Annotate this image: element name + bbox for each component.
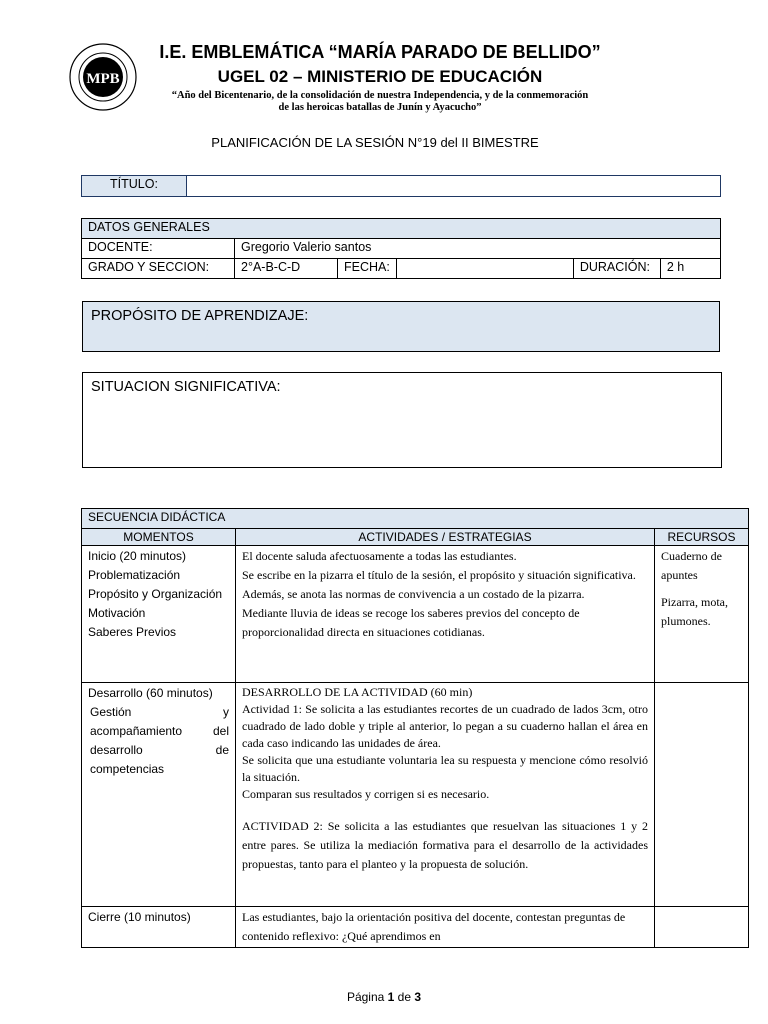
situacion-box: SITUACION SIGNIFICATIVA: [82,372,722,468]
motto-line-1: “Año del Bicentenario, de la consolidación de nuestra Independencia, y de la conmemoración [171,90,589,101]
logo-text: MPB [86,71,120,87]
duracion-value: 2 h [660,259,720,279]
desarrollo-desc: Gestión y acompañamiento del desarrollo de competencias [90,705,229,776]
titulo-table [81,175,721,197]
col-recursos: RECURSOS [655,529,749,546]
actividad-line: Mediante lluvia de ideas se recoge los saberes previos del concepto de proporcionalidad directa en situaciones cotidianas. [242,606,580,639]
actividad-voluntaria: Se solicita que una estudiante voluntaria lea su respuesta y mencione cómo resolvió la situación. [242,753,648,784]
desarrollo-recursos [655,683,749,907]
cierre-recursos [655,907,749,948]
actividad-line: El docente saluda afectuosamente a todas las estudiantes. [242,549,517,563]
proposito-box: PROPÓSITO DE APRENDIZAJE: [82,301,720,352]
secuencia-table [81,508,749,948]
fecha-value [396,259,573,279]
inicio-recursos [655,546,749,683]
inicio-actividades [236,546,655,683]
plan-title: PLANIFICACIÓN DE LA SESIÓN N°19 del II BIMESTRE [211,135,539,150]
school-name: I.E. EMBLEMÁTICA “MARÍA PARADO DE BELLIDO” [159,42,601,62]
col-momentos: MOMENTOS [82,529,236,546]
footer-total: 3 [414,990,422,1004]
desarrollo-momentos [82,683,236,907]
actividad-comparan: Comparan sus resultados y corrigen si es necesario. [242,787,490,801]
actividad-1: Actividad 1: Se solicita a las estudiantes recortes de un cuadrado de lados 3cm, otro cuadrado de lado doble y triple al anterior, lo pegan a su cuaderno hallan el área en cada caso indicando las unidades de área. [242,702,648,750]
cierre-momento: Cierre (10 minutos) [82,907,236,948]
fecha-label: FECHA: [338,259,397,279]
momento-line: Propósito y Organización [88,587,223,601]
footer-mid: de [394,990,415,1004]
momento-line: Motivación [88,606,146,620]
secuencia-heading: SECUENCIA DIDÁCTICA [82,509,749,529]
titulo-label: TÍTULO: [82,176,187,197]
cierre-row [82,907,749,948]
cierre-actividad: Las estudiantes, bajo la orientación positiva del docente, contestan preguntas de contenido reflexivo: ¿Qué aprendimos en [236,907,655,948]
datos-heading: DATOS GENERALES [82,219,721,239]
footer-prefix: Página [346,990,388,1004]
grado-label: GRADO Y SECCION: [82,259,235,279]
momento-line: Saberes Previos [88,625,177,639]
col-actividades: ACTIVIDADES / ESTRATEGIAS [236,529,655,546]
titulo-value [187,176,721,197]
school-logo [68,42,138,112]
desarrollo-act-title: DESARROLLO DE LA ACTIVIDAD (60 min) [242,685,473,699]
inicio-momentos [82,546,236,683]
desarrollo-row [82,683,749,907]
recurso-line: Cuaderno de apuntes [661,549,722,582]
actividad-2: ACTIVIDAD 2: Se solicita a las estudiantes que resuelvan las situaciones 1 y 2 entre pares. Se utiliza la mediación formativa para el desarrollo de la actividades propuestas, tanto para el planteo y la propuesta de solución. [242,819,648,871]
page-footer [0,990,768,1004]
datos-generales-table [81,218,721,279]
desarrollo-title: Desarrollo (60 minutos) [88,686,213,700]
recurso-line: Pizarra, mota, plumones. [661,595,728,628]
momento-line: Inicio (20 minutos) [88,549,187,563]
inicio-row [82,546,749,683]
motto-line-2: de las heroicas batallas de Junín y Ayacucho” [278,102,482,113]
ugel-name: UGEL 02 – MINISTERIO DE EDUCACIÓN [217,67,543,86]
docente-value: Gregorio Valerio santos [235,239,721,259]
desarrollo-actividades [236,683,655,907]
actividad-line: Además, se anota las normas de convivencia a un costado de la pizarra. [242,587,585,601]
footer-page: 1 [387,990,395,1004]
actividad-line: Se escribe en la pizarra el título de la sesión, el propósito y situación significativa. [242,568,636,582]
docente-label: DOCENTE: [82,239,235,259]
momento-line: Problematización [88,568,181,582]
duracion-label: DURACIÓN: [573,259,660,279]
grado-value: 2°A-B-C-D [235,259,338,279]
year-motto [140,90,620,114]
